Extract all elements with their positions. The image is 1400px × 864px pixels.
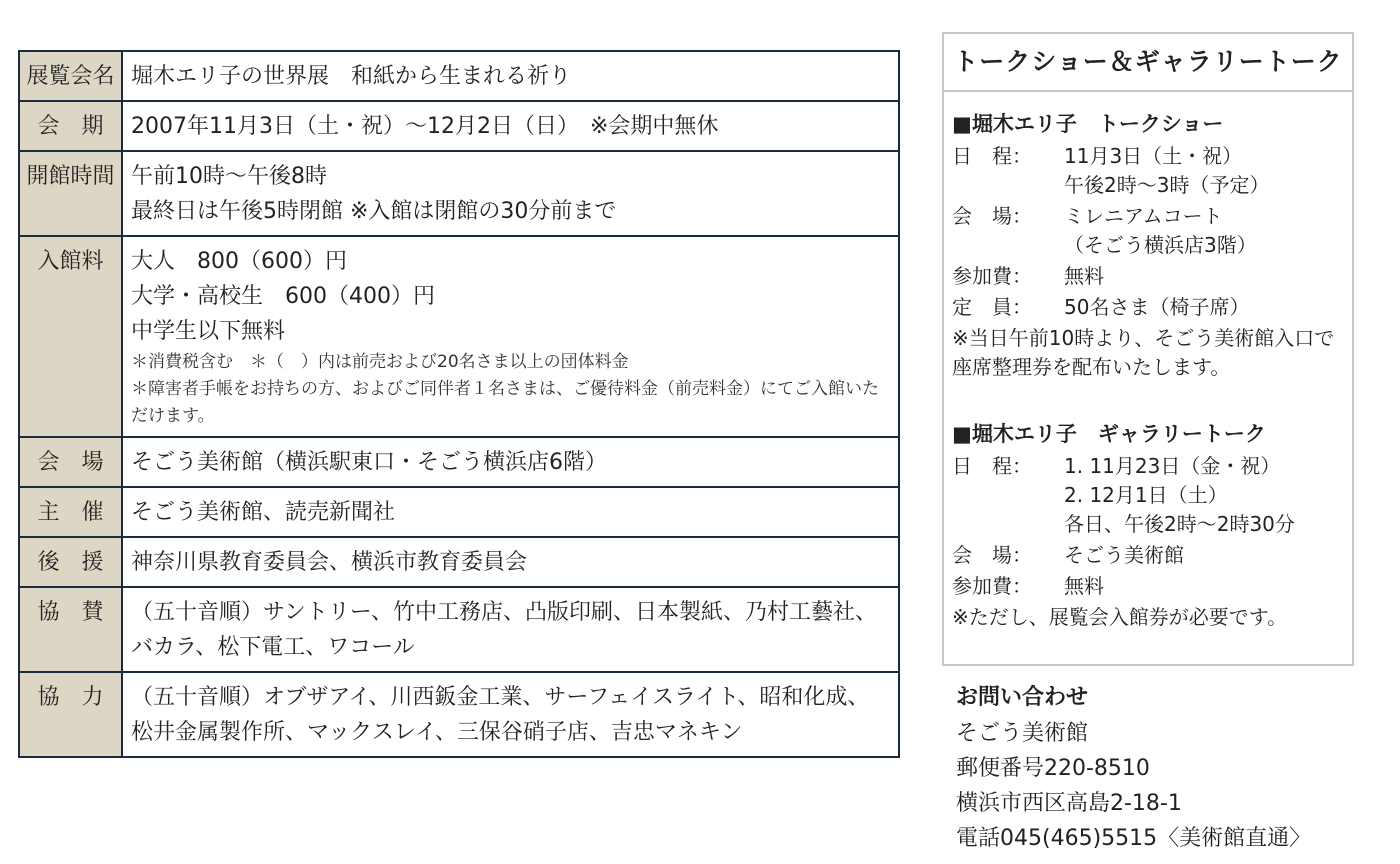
date-line: 各日、午後2時～2時30分 [1064, 512, 1295, 536]
row-value-title [122, 51, 899, 101]
row-value-admission [122, 236, 899, 437]
venue-line: （そごう横浜店3階） [1064, 233, 1257, 257]
talk-show-note: ※当日午前10時より、そごう美術館入口で座席整理券を配布いたします。 [952, 326, 1335, 379]
talk-show-capacity-row [952, 293, 1344, 322]
venue-label: 会 場： [952, 543, 1032, 567]
gallery-talk-note: ※ただし、展覧会入館券が必要です。 [952, 605, 1288, 629]
row-label-period: 会 期 [19, 101, 122, 151]
table-row [19, 101, 899, 151]
row-label-sponsors: 協 賛 [19, 587, 122, 672]
admission-line: 大人 800（600）円 [131, 249, 347, 274]
date-line: 2. 12月1日（土） [1064, 483, 1228, 507]
row-value-cooperation [122, 672, 899, 757]
admission-line: 大学・高校生 600（400）円 [131, 284, 435, 309]
row-value-hours [122, 151, 899, 236]
hours-line: 最終日は午後5時閉館 ※入館は閉館の30分前まで [131, 199, 617, 224]
admission-note: ＊消費税含む ＊（ ）内は前売および20名さま以上の団体料金 [131, 352, 629, 372]
talk-box-body [944, 92, 1352, 632]
venue-value [1064, 202, 1344, 260]
row-value-organizer [122, 487, 899, 537]
table-row [19, 437, 899, 487]
capacity-label: 定 員： [952, 295, 1032, 319]
date-line: 11月3日（土・祝） [1064, 144, 1243, 168]
admission-note: ＊障害者手帳をお持ちの方、およびご同伴者１名さまは、ご優待料金（前売料金）にてご入館いただけます。 [131, 379, 879, 426]
table-row [19, 537, 899, 587]
row-label-cooperation: 協 力 [19, 672, 122, 757]
table-row [19, 51, 899, 101]
table-row [19, 587, 899, 672]
date-line: 1. 11月23日（金・祝） [1064, 454, 1281, 478]
talk-show-heading: ■堀木エリ子 トークショー [952, 112, 1224, 136]
talk-show-date-row [952, 142, 1344, 200]
venue-text: そごう美術館（横浜駅東口・そごう横浜店6階） [131, 450, 607, 475]
row-value-period [122, 101, 899, 151]
fee-label: 参加費： [952, 264, 1032, 288]
fee-value: 無料 [1064, 264, 1104, 288]
contact-museum-name: そごう美術館 [956, 721, 1089, 746]
row-label-title: 展覧会名 [19, 51, 122, 101]
venue-value: そごう美術館 [1064, 543, 1184, 567]
capacity-value: 50名さま（椅子席） [1064, 295, 1250, 319]
talk-box-title: トークショー＆ギャラリートーク [944, 34, 1352, 92]
row-label-support: 後 援 [19, 537, 122, 587]
table-row [19, 236, 899, 437]
admission-line: 中学生以下無料 [131, 319, 286, 344]
row-label-venue: 会 場 [19, 437, 122, 487]
talk-show-fee-row [952, 262, 1344, 291]
table-row [19, 151, 899, 236]
date-line: 午後2時～3時（予定） [1064, 173, 1270, 197]
table-row [19, 672, 899, 757]
support-text: 神奈川県教育委員会、横浜市教育委員会 [131, 550, 528, 575]
organizer-text: そごう美術館、読売新聞社 [131, 500, 396, 525]
sponsors-text: （五十音順）サントリー、竹中工務店、凸版印刷、日本製紙、乃村工藝社、バカラ、松下電工、ワコール [131, 600, 878, 660]
contact-phone: 電話045(465)5515〈美術館直通〉 [956, 826, 1312, 851]
table-row [19, 487, 899, 537]
date-label: 日 程： [952, 144, 1032, 168]
gallery-talk-date-row [952, 452, 1344, 539]
gallery-talk-heading: ■堀木エリ子 ギャラリートーク [952, 422, 1266, 446]
row-label-hours: 開館時間 [19, 151, 122, 236]
row-label-organizer: 主 催 [19, 487, 122, 537]
date-value [1064, 142, 1344, 200]
venue-line: ミレニアムコート [1064, 204, 1223, 228]
row-value-venue [122, 437, 899, 487]
date-value [1064, 452, 1344, 539]
talk-show-venue-row [952, 202, 1344, 260]
exhibition-period: 2007年11月3日（土・祝）～12月2日（日） ※会期中無休 [131, 114, 719, 139]
gallery-talk-venue-row [952, 541, 1344, 570]
row-value-support [122, 537, 899, 587]
gallery-talk-fee-row [952, 572, 1344, 601]
row-value-sponsors [122, 587, 899, 672]
venue-label: 会 場： [952, 204, 1032, 228]
contact-postal-code: 郵便番号220-8510 [956, 756, 1150, 781]
date-label: 日 程： [952, 454, 1032, 478]
contact-address: 横浜市西区高島2-18-1 [956, 791, 1182, 816]
fee-value: 無料 [1064, 574, 1104, 598]
exhibition-title: 堀木エリ子の世界展 和紙から生まれる祈り [131, 64, 572, 89]
fee-label: 参加費： [952, 574, 1032, 598]
exhibition-info-table [18, 50, 900, 758]
row-label-admission: 入館料 [19, 236, 122, 437]
hours-line: 午前10時～午後8時 [131, 164, 327, 189]
talk-event-box [942, 32, 1354, 666]
cooperation-text: （五十音順）オブザアイ、川西鈑金工業、サーフェイスライト、昭和化成、松井金属製作所、マックスレイ、三保谷硝子店、吉忠マネキン [131, 685, 870, 745]
contact-section [956, 680, 1376, 856]
contact-title: お問い合わせ [956, 685, 1089, 710]
